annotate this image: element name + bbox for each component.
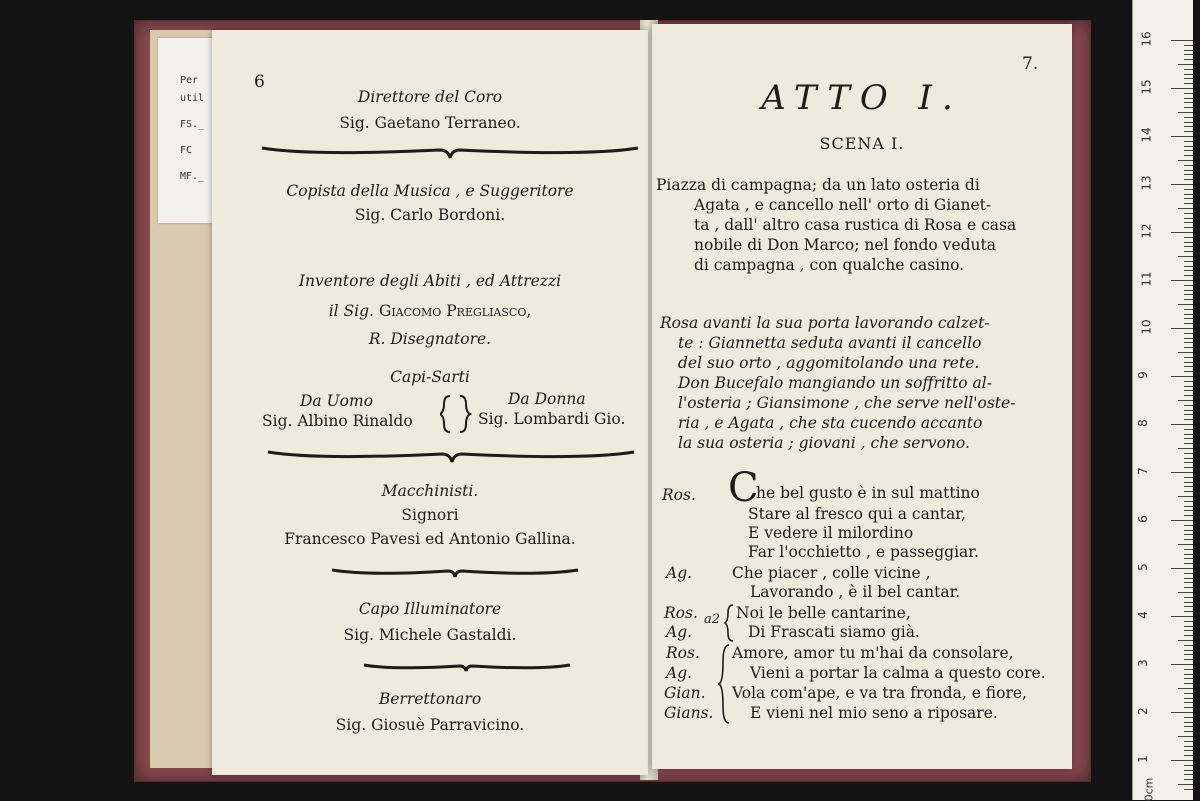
ruler-tick xyxy=(1184,750,1193,751)
ruler-unit: 0cm xyxy=(1142,777,1156,801)
inventore-title: Inventore degli Abiti , ed Attrezzi xyxy=(298,272,562,290)
ruler-tick xyxy=(1178,448,1193,449)
ruler-tick xyxy=(1184,683,1193,684)
ruler-tick xyxy=(1184,414,1193,415)
slip-line: Per xyxy=(180,75,199,86)
ruler-tick xyxy=(1184,458,1193,459)
donna-label: Da Donna xyxy=(508,390,586,408)
drop-cap: C xyxy=(728,465,759,511)
ruler-tick xyxy=(1184,83,1193,84)
ruler-tick xyxy=(1184,155,1193,156)
ruler-tick xyxy=(1184,434,1193,435)
ruler-tick xyxy=(1178,208,1193,209)
stage-direction-line: te : Giannetta seduta avanti il cancello xyxy=(678,334,982,352)
ruler-tick xyxy=(1184,611,1193,612)
inventore-role: R. Disegnatore. xyxy=(368,330,492,348)
ruler-tick xyxy=(1184,323,1193,324)
ruler-tick xyxy=(1184,702,1193,703)
inventore-name xyxy=(212,302,648,320)
ruler-tick xyxy=(1171,472,1193,473)
ruler-tick xyxy=(1184,717,1193,718)
ruler-tick xyxy=(1184,486,1193,487)
ruler-tick xyxy=(1184,650,1193,651)
stage-direction-line: l'osteria ; Giansimone , che serve nell'oste- xyxy=(678,394,1016,412)
a2-mark: a2 xyxy=(704,612,721,627)
double-brace xyxy=(440,394,474,434)
ruler-tick xyxy=(1171,280,1193,281)
page-number: 6 xyxy=(254,72,265,92)
ruler-tick xyxy=(1184,122,1193,123)
ruler-number: 7 xyxy=(1135,467,1150,475)
ruler-number: 10 xyxy=(1139,319,1154,335)
ruler-tick xyxy=(1184,654,1193,655)
verse-line: Noi le belle cantarine, xyxy=(736,604,911,622)
ruler-tick xyxy=(1171,760,1193,761)
right-page xyxy=(652,24,1072,769)
ruler-tick xyxy=(1184,693,1193,694)
ruler-tick xyxy=(1171,232,1193,233)
sarti-title: Capi-Sarti xyxy=(390,368,470,386)
ruler-tick xyxy=(1184,165,1193,166)
ruler-tick xyxy=(1184,789,1193,790)
library-slip xyxy=(158,38,216,223)
measurement-ruler xyxy=(1132,0,1193,800)
ruler-tick xyxy=(1184,366,1193,367)
speaker-label: Ag. xyxy=(666,623,693,641)
ruler-tick xyxy=(1184,534,1193,535)
ruler-tick xyxy=(1171,616,1193,617)
ruler-tick xyxy=(1184,405,1193,406)
verse-line: Stare al fresco qui a cantar, xyxy=(748,505,966,523)
ruler-number: 6 xyxy=(1135,515,1150,523)
ruler-tick xyxy=(1184,515,1193,516)
ruler-tick xyxy=(1184,477,1193,478)
ruler-tick xyxy=(1184,525,1193,526)
ruler-tick xyxy=(1184,74,1193,75)
ruler-tick xyxy=(1184,150,1193,151)
copista-title: Copista della Musica , e Suggeritore xyxy=(286,182,574,200)
verse-line: Vola com'ape, e va tra fronda, e fiore, xyxy=(732,684,1027,702)
ruler-tick xyxy=(1184,45,1193,46)
ruler-tick xyxy=(1184,362,1193,363)
ruler-tick xyxy=(1184,294,1193,295)
ruler-tick xyxy=(1184,107,1193,108)
ruler-tick xyxy=(1184,146,1193,147)
setting-line: Agata , e cancello nell' orto di Gianet- xyxy=(694,196,992,214)
ruler-number: 2 xyxy=(1135,707,1150,715)
ruler-tick xyxy=(1184,174,1193,175)
ruler-tick xyxy=(1184,626,1193,627)
speaker-label: Ros. xyxy=(664,604,698,622)
ruler-tick xyxy=(1184,299,1193,300)
ruler-tick xyxy=(1184,357,1193,358)
ruler-number: 16 xyxy=(1139,31,1154,47)
ruler-tick xyxy=(1178,160,1193,161)
ruler-tick xyxy=(1178,736,1193,737)
stage-direction-line: Rosa avanti la sua porta lavorando calzet- xyxy=(660,314,990,332)
ruler-tick xyxy=(1184,69,1193,70)
ruler-number: 14 xyxy=(1139,127,1154,143)
ruler-tick xyxy=(1184,462,1193,463)
ruler-tick xyxy=(1184,578,1193,579)
verse-line: Amore, amor tu m'hai da consolare, xyxy=(732,644,1014,662)
inventore-prefix: il Sig. xyxy=(328,302,374,320)
ruler-tick xyxy=(1184,506,1193,507)
speaker-label: Ros. xyxy=(662,486,696,504)
ruler-tick xyxy=(1184,491,1193,492)
verse-line: E vedere il milordino xyxy=(748,524,914,542)
ruler-tick xyxy=(1184,117,1193,118)
ruler-tick xyxy=(1184,510,1193,511)
ruler-tick xyxy=(1184,338,1193,339)
ruler-tick xyxy=(1184,246,1193,247)
ruler-tick xyxy=(1184,333,1193,334)
ruler-tick xyxy=(1184,93,1193,94)
ruler-number: 9 xyxy=(1135,371,1150,379)
verse-line: Che piacer , colle vicine , xyxy=(732,564,931,582)
ruler-tick xyxy=(1171,424,1193,425)
ruler-tick xyxy=(1171,40,1193,41)
ruler-tick xyxy=(1184,539,1193,540)
slip-line: FS._ xyxy=(180,119,205,130)
ruler-tick xyxy=(1184,227,1193,228)
ruler-tick xyxy=(1171,664,1193,665)
ruler-tick xyxy=(1184,290,1193,291)
macchinisti-signori: Signori xyxy=(401,506,459,524)
verse-brace xyxy=(724,604,734,642)
ruler-tick xyxy=(1184,386,1193,387)
setting-line: di campagna , con qualche casino. xyxy=(694,256,965,274)
ruler-tick xyxy=(1184,558,1193,559)
uomo-name: Sig. Albino Rinaldo xyxy=(262,412,413,430)
setting-line: nobile di Don Marco; nel fondo veduta xyxy=(694,236,996,254)
ruler-tick xyxy=(1184,438,1193,439)
ruler-tick xyxy=(1184,582,1193,583)
ruler-tick xyxy=(1184,645,1193,646)
ruler-tick xyxy=(1184,50,1193,51)
ruler-tick xyxy=(1184,371,1193,372)
ruler-tick xyxy=(1184,659,1193,660)
ruler-tick xyxy=(1184,270,1193,271)
ruler-tick xyxy=(1178,256,1193,257)
ruler-tick xyxy=(1178,304,1193,305)
ruler-number: 15 xyxy=(1139,79,1154,95)
berrettonaro-title: Berrettonaro xyxy=(378,690,482,708)
ruler-tick xyxy=(1184,141,1193,142)
speaker-label: Ag. xyxy=(666,564,693,582)
copista-name: Sig. Carlo Bordoni. xyxy=(354,206,506,224)
ruler-tick xyxy=(1184,242,1193,243)
stage-direction-line: ria , e Agata , che sta cucendo accanto xyxy=(678,414,983,432)
verse-line: E vieni nel mio seno a riposare. xyxy=(750,704,998,722)
ruler-tick xyxy=(1184,755,1193,756)
ruler-tick xyxy=(1184,741,1193,742)
ruler-tick xyxy=(1184,131,1193,132)
ruler-tick xyxy=(1184,587,1193,588)
ruler-tick xyxy=(1171,520,1193,521)
ruler-tick xyxy=(1184,731,1193,732)
ruler-tick xyxy=(1184,774,1193,775)
macchinisti-names: Francesco Pavesi ed Antonio Gallina. xyxy=(284,530,576,548)
ruler-number: 8 xyxy=(1135,419,1150,427)
ruler-tick xyxy=(1184,635,1193,636)
ornamental-brace xyxy=(330,560,580,580)
ruler-tick xyxy=(1184,698,1193,699)
ruler-tick xyxy=(1184,318,1193,319)
ruler-tick xyxy=(1171,712,1193,713)
ruler-tick xyxy=(1184,467,1193,468)
left-page xyxy=(212,30,648,775)
slip-line: util xyxy=(180,93,205,104)
ruler-tick xyxy=(1171,88,1193,89)
ruler-tick xyxy=(1184,554,1193,555)
verse-brace xyxy=(718,644,730,724)
ruler-tick xyxy=(1184,170,1193,171)
ruler-tick xyxy=(1184,606,1193,607)
ruler-tick xyxy=(1178,640,1193,641)
ruler-tick xyxy=(1171,184,1193,185)
ruler-tick xyxy=(1184,726,1193,727)
ruler-tick xyxy=(1184,342,1193,343)
ruler-number: 4 xyxy=(1135,611,1150,619)
ruler-tick xyxy=(1184,410,1193,411)
setting-line: Piazza di campagna; da un lato osteria di xyxy=(656,176,980,194)
ruler-tick xyxy=(1184,198,1193,199)
ruler-tick xyxy=(1178,496,1193,497)
speaker-label: Gian. xyxy=(664,684,706,702)
uomo-label: Da Uomo xyxy=(300,392,374,410)
ruler-tick xyxy=(1184,98,1193,99)
ornamental-brace xyxy=(362,656,572,674)
verse-line: Far l'occhietto , e passeggiar. xyxy=(748,543,979,561)
ruler-tick xyxy=(1178,784,1193,785)
ruler-tick xyxy=(1184,429,1193,430)
ruler-tick xyxy=(1184,770,1193,771)
ruler-number: 1 xyxy=(1135,755,1150,763)
ornamental-brace xyxy=(266,440,636,464)
ruler-tick xyxy=(1184,390,1193,391)
ruler-tick xyxy=(1184,395,1193,396)
stage-direction-line: Don Bucefalo mangiando un soffritto al- xyxy=(678,374,992,392)
ruler-tick xyxy=(1184,674,1193,675)
speaker-label: Gians. xyxy=(664,704,714,722)
ruler-tick xyxy=(1184,381,1193,382)
ruler-number: 11 xyxy=(1139,271,1154,287)
illuminatore-name: Sig. Michele Gastaldi. xyxy=(343,626,517,644)
ruler-tick xyxy=(1184,275,1193,276)
direttore-title: Direttore del Coro xyxy=(357,88,503,106)
ruler-tick xyxy=(1184,189,1193,190)
ruler-tick xyxy=(1184,707,1193,708)
ruler-tick xyxy=(1184,482,1193,483)
berrettonaro-name: Sig. Giosuè Parravicino. xyxy=(335,716,525,734)
speaker-label: Ag. xyxy=(666,664,693,682)
ruler-tick xyxy=(1184,194,1193,195)
macchinisti-title: Macchinisti. xyxy=(381,482,479,500)
ruler-tick xyxy=(1184,669,1193,670)
ruler-tick xyxy=(1184,213,1193,214)
ruler-tick xyxy=(1184,678,1193,679)
ruler-tick xyxy=(1184,203,1193,204)
ruler-tick xyxy=(1184,126,1193,127)
ruler-tick xyxy=(1184,573,1193,574)
ruler-tick xyxy=(1178,688,1193,689)
slip-line: MF._ xyxy=(180,171,205,182)
setting-line: ta , dall' altro casa rustica di Rosa e casa xyxy=(694,216,1017,234)
ruler-tick xyxy=(1184,722,1193,723)
ruler-tick xyxy=(1171,136,1193,137)
ruler-tick xyxy=(1184,453,1193,454)
stage-direction-line: del suo orto , aggomitolando una rete. xyxy=(678,354,980,372)
ruler-tick xyxy=(1178,112,1193,113)
ruler-tick xyxy=(1184,597,1193,598)
ruler-tick xyxy=(1184,563,1193,564)
ruler-number: 5 xyxy=(1135,563,1150,571)
ruler-tick xyxy=(1184,314,1193,315)
ruler-tick xyxy=(1184,222,1193,223)
ruler-tick xyxy=(1171,568,1193,569)
ruler-tick xyxy=(1184,530,1193,531)
ruler-tick xyxy=(1184,443,1193,444)
ruler-tick xyxy=(1184,602,1193,603)
ruler-tick xyxy=(1184,630,1193,631)
ruler-tick xyxy=(1184,266,1193,267)
stage-direction-line: la sua osteria ; giovani , che servono. xyxy=(678,434,970,452)
scene-title: SCENA I. xyxy=(819,134,905,153)
speaker-label: Ros. xyxy=(666,644,700,662)
ruler-tick xyxy=(1178,400,1193,401)
ruler-tick xyxy=(1184,78,1193,79)
ruler-tick xyxy=(1184,779,1193,780)
ruler-tick xyxy=(1184,179,1193,180)
ruler-tick xyxy=(1171,376,1193,377)
ruler-number: 13 xyxy=(1139,175,1154,191)
ruler-tick xyxy=(1184,261,1193,262)
inventore-person: Giacomo Pregliasco, xyxy=(378,302,532,320)
verse-line: Vieni a portar la calma a questo core. xyxy=(750,664,1046,682)
ruler-tick xyxy=(1178,352,1193,353)
ruler-tick xyxy=(1184,549,1193,550)
ruler-tick xyxy=(1171,328,1193,329)
direttore-name: Sig. Gaetano Terraneo. xyxy=(339,114,521,132)
donna-name: Sig. Lombardi Gio. xyxy=(478,410,626,428)
ruler-tick xyxy=(1184,419,1193,420)
ruler-tick xyxy=(1178,544,1193,545)
illuminatore-title: Capo Illuminatore xyxy=(358,600,502,618)
ruler-tick xyxy=(1184,621,1193,622)
ruler-number: 3 xyxy=(1135,659,1150,667)
ruler-tick xyxy=(1184,501,1193,502)
ruler-tick xyxy=(1184,309,1193,310)
act-title: ATTO I. xyxy=(761,78,963,118)
ruler-number: 12 xyxy=(1139,223,1154,239)
slip-line: FC xyxy=(180,145,193,156)
ruler-tick xyxy=(1184,347,1193,348)
ruler-tick xyxy=(1184,237,1193,238)
ruler-tick xyxy=(1184,102,1193,103)
ruler-tick xyxy=(1184,218,1193,219)
ruler-tick xyxy=(1184,746,1193,747)
ruler-tick xyxy=(1184,59,1193,60)
verse-line: Di Frascati siamo già. xyxy=(748,623,920,641)
verse-line: he bel gusto è in sul mattino xyxy=(756,484,980,502)
ruler-tick xyxy=(1184,251,1193,252)
verse-line: Lavorando , è il bel cantar. xyxy=(750,583,961,601)
ruler-tick xyxy=(1184,765,1193,766)
ruler-tick xyxy=(1178,64,1193,65)
ruler-tick xyxy=(1184,54,1193,55)
page-number: 7. xyxy=(1022,54,1039,74)
ornamental-brace xyxy=(260,136,640,160)
ruler-tick xyxy=(1184,285,1193,286)
ruler-tick xyxy=(1178,592,1193,593)
